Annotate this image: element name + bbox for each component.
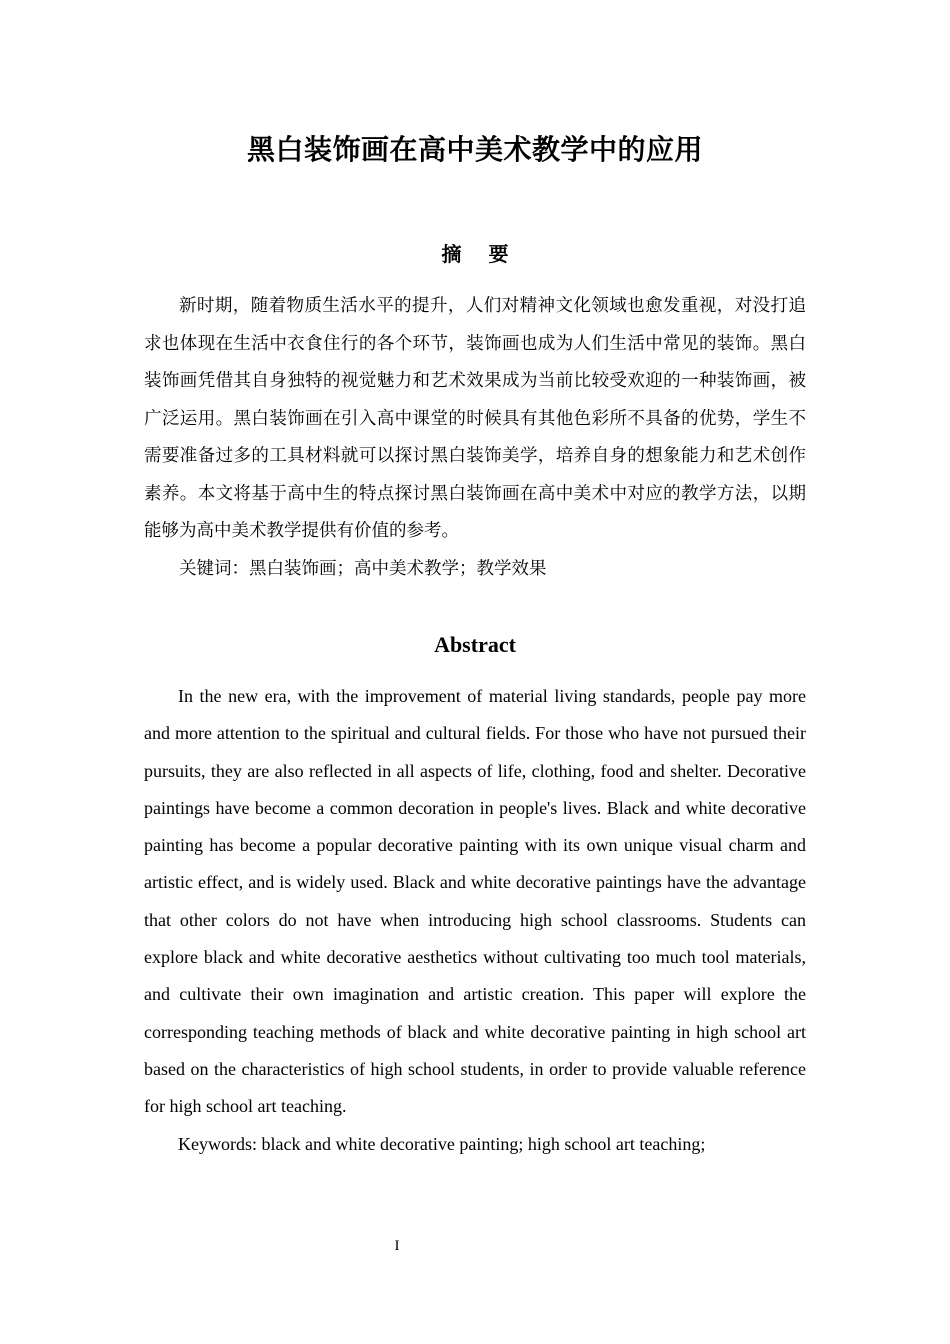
abstract-zh-keywords: 关键词：黑白装饰画；高中美术教学；教学效果 — [179, 558, 547, 579]
document-title: 黑白装饰画在高中美术教学中的应用 — [246, 133, 703, 166]
abstract-zh-section — [144, 288, 806, 588]
abstract-en-heading: Abstract — [434, 632, 516, 657]
abstract-zh-heading: 摘 要 — [441, 242, 519, 266]
abstract-en-paragraph: In the new era, with the improvement of material living standards, people pay more and more attention to the spiritual and cultural fields. For those who have not pursued their pursuits, they are also reflected in all aspects of life, clothing, food and shelter. Decorative paintings have become a common decoration in people's lives. Black and white decorative painting has become a popular decorative painting with its own unique visual charm and artistic effect, and is widely used. Black and white decorative paintings have the advantage that other colors do not have when introducing high school classrooms. Students can explore black and white decorative aesthetics without cultivating too much tool materials, and cultivate their own imagination and artistic creation. This paper will explore the corresponding teaching methods of black and white decorative painting in high school art based on the characteristics of high school students, in order to provide valuable reference for high school art teaching. — [144, 686, 806, 1117]
abstract-en-keywords: Keywords: black and white decorative painting; high school art teaching; — [178, 1133, 706, 1154]
abstract-en-section — [144, 678, 806, 1203]
abstract-zh-paragraph: 新时期，随着物质生活水平的提升，人们对精神文化领域也愈发重视，对没打追求也体现在生活中衣食住行的各个环节，装饰画也成为人们生活中常见的装饰。黑白装饰画凭借其自身独特的视觉魅力和艺术效果成为当前比较受欢迎的一种装饰画，被广泛运用。黑白装饰画在引入高中课堂的时候具有其他色彩所不具备的优势，学生不需要准备过多的工具材料就可以探讨黑白装饰美学，培养自身的想象能力和艺术创作素养。本文将基于高中生的特点探讨黑白装饰画在高中美术中对应的教学方法，以期能够为高中美术教学提供有价值的参考。 — [144, 296, 806, 541]
page-number: I — [394, 1238, 400, 1254]
